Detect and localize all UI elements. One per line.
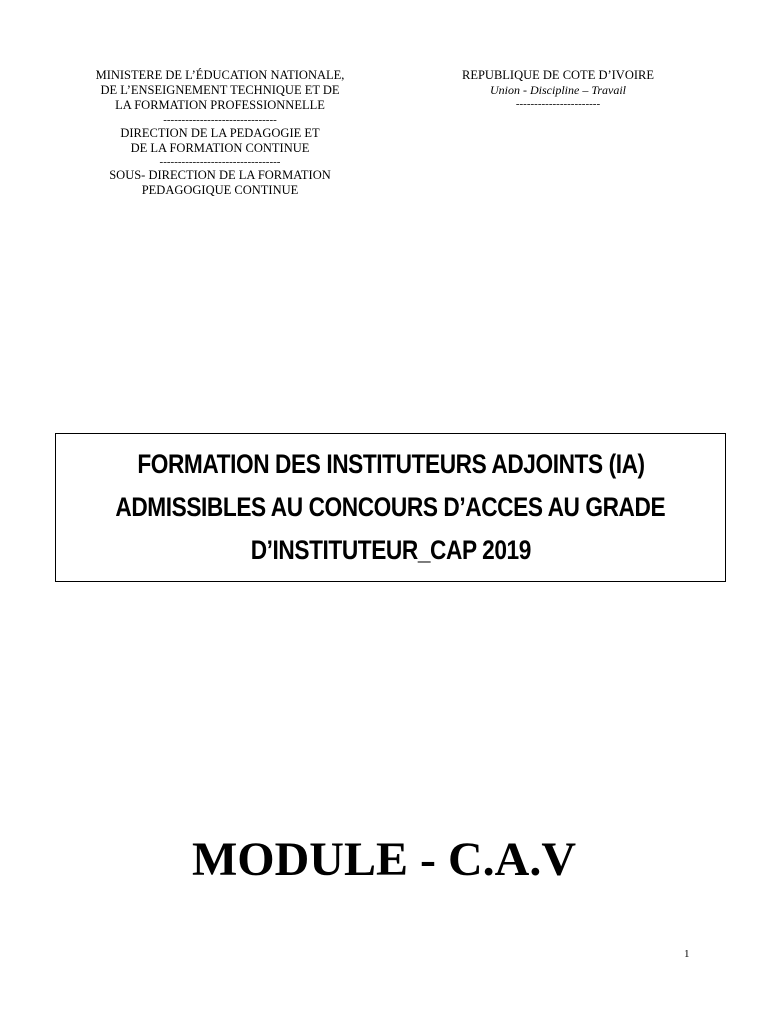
ministry-name-line3: LA FORMATION PROFESSIONNELLE <box>115 98 325 113</box>
separator-line: --------------------------------- <box>159 156 281 169</box>
ministry-name-line1: MINISTERE DE L’ÉDUCATION NATIONALE, <box>95 68 345 82</box>
ministry-name-line2: DE L’ENSEIGNEMENT TECHNIQUE ET DE <box>100 83 340 98</box>
module-title: MODULE - C.A.V <box>192 833 576 886</box>
subdirection-name-line1: SOUS- DIRECTION DE LA FORMATION <box>109 168 331 183</box>
page-number: 1 <box>684 948 690 960</box>
document-title-line2: ADMISSIBLES AU CONCOURS D’ACCES AU GRADE <box>115 492 666 522</box>
national-motto: Union - Discipline – Travail <box>490 83 626 98</box>
document-title-line1: FORMATION DES INSTITUTEURS ADJOINTS (IA) <box>136 449 645 479</box>
document-title-box <box>55 433 726 582</box>
direction-name-line1: DIRECTION DE LA PEDAGOGIE ET <box>120 125 320 140</box>
separator-line: ------------------------------- <box>163 113 277 126</box>
republic-header <box>420 68 696 110</box>
republic-name: REPUBLIQUE DE COTE D’IVOIRE <box>462 68 654 82</box>
subdirection-name-line2: PEDAGOGIQUE CONTINUE <box>141 183 299 198</box>
document-title-line3: D’INSTITUTEUR_CAP 2019 <box>250 535 531 565</box>
ministry-header <box>60 68 380 198</box>
direction-name-line2: DE LA FORMATION CONTINUE <box>130 140 310 155</box>
separator-line: ----------------------- <box>515 98 601 111</box>
